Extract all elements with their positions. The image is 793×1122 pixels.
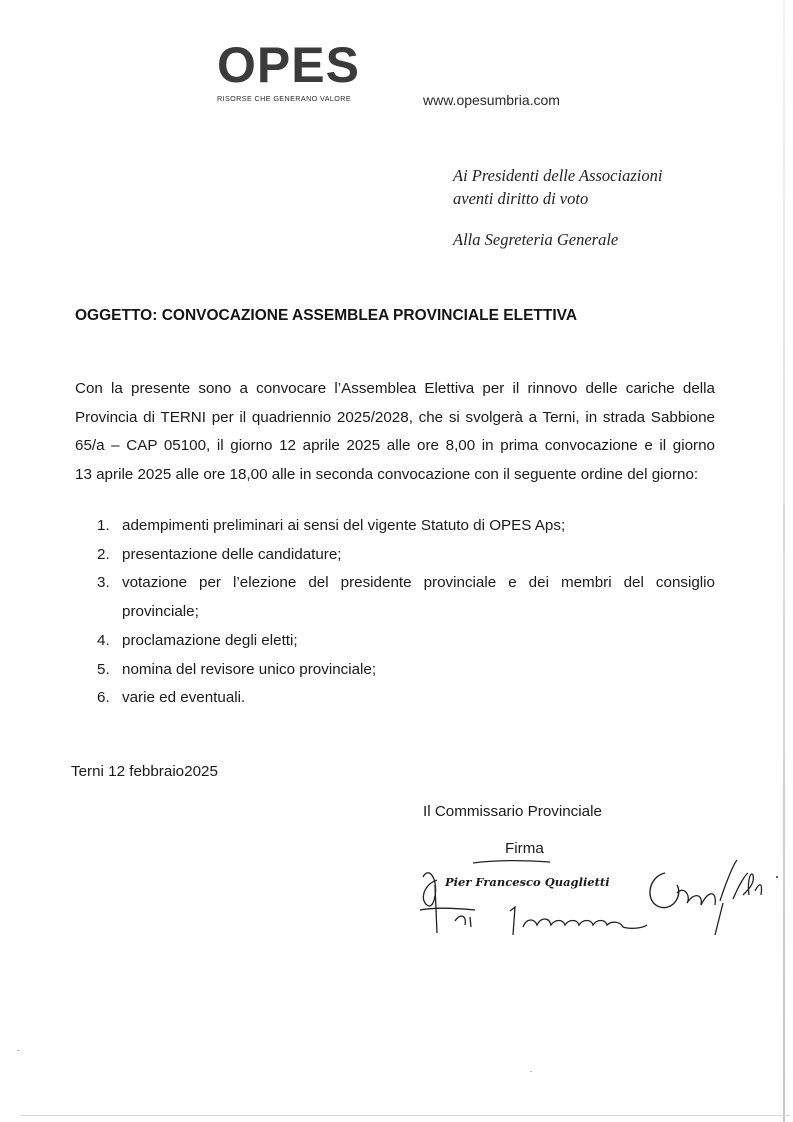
- scan-speck: [530, 1071, 532, 1072]
- agenda-list: [97, 512, 715, 713]
- website-link[interactable]: www.opesumbria.com: [423, 92, 560, 108]
- agenda-item: [97, 656, 715, 685]
- agenda-number: 2.: [97, 545, 110, 563]
- agenda-item: [97, 512, 715, 541]
- addressees-block: [453, 164, 662, 251]
- logo-tagline: RISORSE CHE GENERANO VALORE: [217, 94, 352, 103]
- opes-logo: [217, 37, 367, 103]
- addressee-line: Ai Presidenti delle Associazioni: [453, 166, 663, 185]
- agenda-number: 6.: [97, 689, 110, 707]
- agenda-number: 1.: [97, 517, 110, 534]
- agenda-item: [97, 541, 715, 570]
- agenda-number: 5.: [97, 660, 110, 678]
- agenda-item: [97, 684, 715, 713]
- agenda-item: [97, 627, 715, 656]
- agenda-text-continued: provinciale;: [122, 603, 199, 621]
- signatory-role: Il Commissario Provinciale: [423, 803, 602, 820]
- agenda-text: nomina del revisore unico provinciale;: [122, 660, 377, 678]
- body-line: 65/a – CAP 05100, il giorno 12 aprile 2025 alle ore 8,00 in prima convocazione e il giorno: [75, 437, 715, 454]
- body-line: Provincia di TERNI per il quadriennio 2025/2028, che si svolgerà a Terni, in strada Sabbione: [75, 408, 715, 426]
- logo-wordmark: OPES: [217, 37, 360, 93]
- agenda-text: varie ed eventuali.: [122, 689, 246, 707]
- firma-label: Firma: [505, 840, 544, 857]
- addressee-line: aventi diritto di voto: [453, 189, 589, 208]
- body-line: Con la presente sono a convocare l’Assemblea Elettiva per il rinnovo delle cariche della: [75, 380, 715, 397]
- scan-speck: [17, 1050, 20, 1051]
- handwritten-signature: [415, 855, 785, 945]
- agenda-text: proclamazione degli eletti;: [122, 631, 298, 649]
- addressee-line: Alla Segreteria Generale: [453, 230, 619, 249]
- agenda-text: votazione per l’elezione del presidente provinciale e dei membri del consiglio: [122, 574, 715, 592]
- place-date: Terni 12 febbraio2025: [71, 763, 218, 780]
- body-line: 13 aprile 2025 alle ore 18,00 alle in seconda convocazione con il seguente ordine del giorno:: [75, 465, 699, 483]
- signature-stamp-name: Pier Francesco Quaglietti: [445, 875, 610, 889]
- agenda-text: adempimenti preliminari ai sensi del vigente Statuto di OPES Aps;: [122, 517, 566, 534]
- page-edge-right: [783, 0, 785, 1122]
- signature-block: [415, 855, 785, 945]
- subject-heading: OGGETTO: CONVOCAZIONE ASSEMBLEA PROVINCIALE ELETTIVA: [75, 307, 578, 324]
- page-edge-bottom: [20, 1115, 790, 1116]
- agenda-text: presentazione delle candidature;: [122, 545, 342, 563]
- agenda-number: 4.: [97, 631, 110, 649]
- agenda-item: [97, 569, 715, 626]
- body-paragraph: [75, 375, 715, 489]
- agenda-number: 3.: [97, 574, 110, 592]
